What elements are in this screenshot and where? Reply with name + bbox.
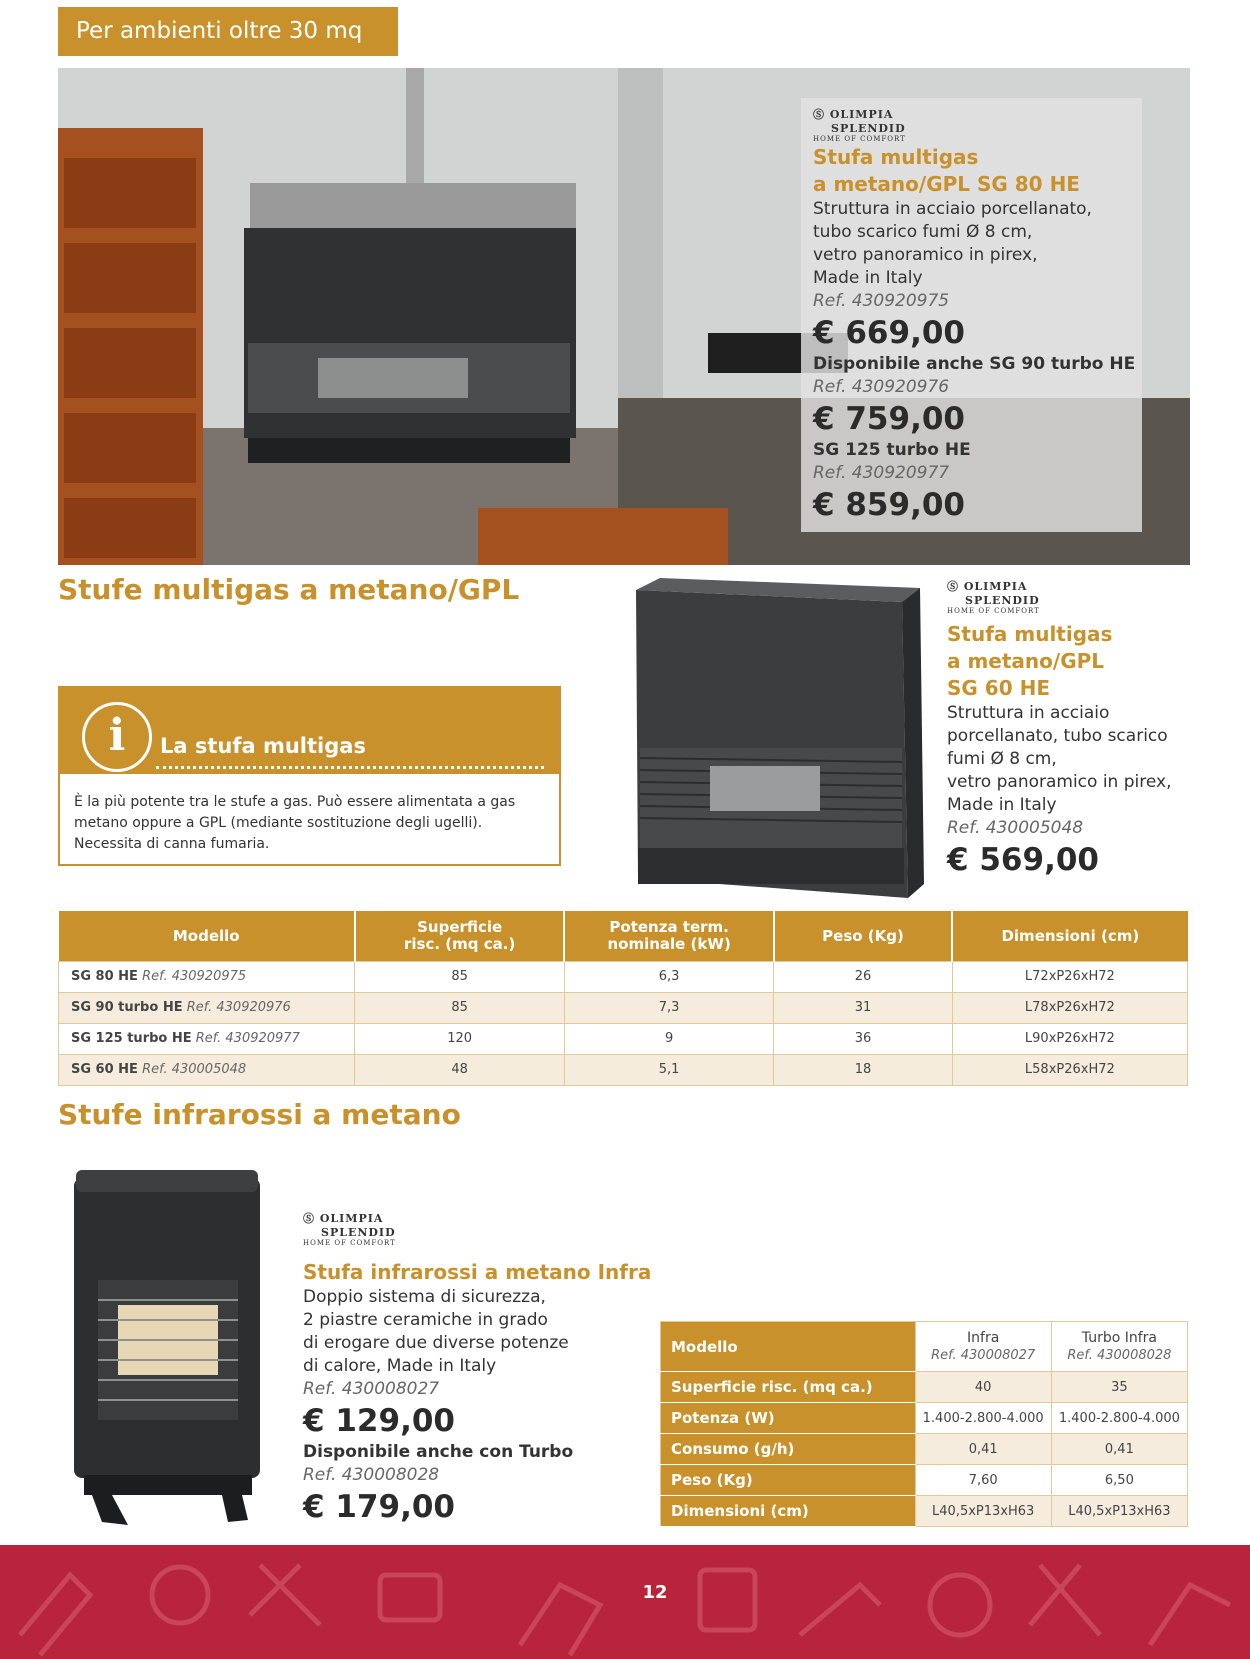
table-header: Modello	[661, 1322, 916, 1372]
table-header: Dimensioni (cm)	[952, 911, 1187, 961]
table-header: Potenza term. nominale (kW)	[564, 911, 773, 961]
brand-logo: Ⓢ OLIMPIA SPLENDID HOME OF COMFORT	[813, 108, 906, 143]
variant-ref: Ref. 430920976	[813, 377, 950, 397]
table-row: Potenza (W) 1.400-2.800-4.000 1.400-2.800-4.000	[661, 1403, 1188, 1434]
variant-ref: Ref. 430008028	[303, 1465, 440, 1485]
variant-price: € 859,00	[813, 487, 965, 523]
table-header: Infra Ref. 430008027	[915, 1322, 1051, 1372]
table-row: SG 125 turbo HE Ref. 430920977 120 9 36 L90xP26xH72	[59, 1023, 1188, 1054]
product-title: a metano/GPL	[947, 649, 1105, 673]
hero-product-panel	[801, 98, 1142, 532]
table-row: Superficie risc. (mq ca.) 40 35	[661, 1372, 1188, 1403]
info-box-text: È la più potente tra le stufe a gas. Può essere alimentata a gas metano oppure a GPL (mediante sostituzione degli ugelli). Necessita di canna fumaria.	[74, 794, 516, 852]
product-desc: di calore, Made in Italy	[303, 1356, 497, 1376]
product-desc: di erogare due diverse potenze	[303, 1333, 569, 1353]
product-title: a metano/GPL SG 80 HE	[813, 172, 1080, 196]
variant-price: € 759,00	[813, 401, 965, 437]
product-desc: Made in Italy	[813, 268, 923, 288]
info-box-title: La stufa multigas	[160, 734, 366, 758]
brand-swirl-icon: Ⓢ	[813, 108, 825, 121]
product-desc: vetro panoramico in pirex,	[813, 245, 1038, 265]
brand-swirl-icon: Ⓢ	[303, 1212, 315, 1225]
table-header: Turbo Infra Ref. 430008028	[1051, 1322, 1187, 1372]
table-header: Peso (Kg)	[774, 911, 952, 961]
product-desc: vetro panoramico in pirex,	[947, 772, 1172, 792]
section-title: Stufe multigas a metano/GPL	[58, 573, 520, 606]
table-row: SG 80 HE Ref. 430920975 85 6,3 26 L72xP26xH72	[59, 961, 1188, 992]
product-sg60-info	[947, 578, 1187, 880]
specs-table-multigas	[58, 911, 1188, 1086]
variant-label: SG 125 turbo HE	[813, 440, 971, 460]
table-row: Consumo (g/h) 0,41 0,41	[661, 1434, 1188, 1465]
brand-logo: Ⓢ OLIMPIA SPLENDID HOME OF COMFORT	[947, 580, 1040, 615]
product-desc: Struttura in acciaio	[947, 703, 1110, 723]
variant-label: Disponibile anche SG 90 turbo HE	[813, 354, 1136, 374]
product-title: Stufa multigas	[813, 145, 979, 169]
product-price: € 669,00	[813, 315, 965, 351]
info-box	[58, 686, 561, 866]
footer-band	[0, 1545, 1250, 1659]
specs-table-infra	[660, 1321, 1188, 1527]
divider	[156, 766, 544, 769]
product-desc: Doppio sistema di sicurezza,	[303, 1287, 546, 1307]
variant-ref: Ref. 430920977	[813, 463, 950, 483]
brand-logo: Ⓢ OLIMPIA SPLENDID HOME OF COMFORT	[303, 1212, 396, 1247]
product-price: € 569,00	[947, 842, 1099, 878]
product-desc: 2 piastre ceramiche in grado	[303, 1310, 548, 1330]
brand-swirl-icon: Ⓢ	[947, 580, 959, 593]
product-desc: porcellanato, tubo scarico	[947, 726, 1168, 746]
section-title: Stufe infrarossi a metano	[58, 1098, 461, 1131]
table-header: Modello	[59, 911, 355, 961]
table-row: SG 60 HE Ref. 430005048 48 5,1 18 L58xP26xH72	[59, 1054, 1188, 1085]
product-image-infra	[68, 1170, 268, 1530]
product-desc: fumi Ø 8 cm,	[947, 749, 1057, 769]
table-row: Dimensioni (cm) L40,5xP13xH63 L40,5xP13xH63	[661, 1496, 1188, 1527]
product-title: SG 60 HE	[947, 676, 1050, 700]
table-header: Superficie risc. (mq ca.)	[355, 911, 565, 961]
product-ref: Ref. 430005048	[947, 818, 1084, 838]
variant-label: Disponibile anche con Turbo	[303, 1442, 574, 1462]
variant-price: € 179,00	[303, 1489, 455, 1525]
product-price: € 129,00	[303, 1403, 455, 1439]
table-row: SG 90 turbo HE Ref. 430920976 85 7,3 31 L78xP26xH72	[59, 992, 1188, 1023]
product-desc: tubo scarico fumi Ø 8 cm,	[813, 222, 1033, 242]
table-row: Peso (Kg) 7,60 6,50	[661, 1465, 1188, 1496]
product-image-sg60	[630, 578, 930, 898]
product-title: Stufa infrarossi a metano Infra	[303, 1260, 652, 1284]
product-infra-info	[303, 1210, 663, 1527]
page-number: 12	[642, 1582, 668, 1603]
info-icon: i	[82, 702, 152, 772]
section-tab: Per ambienti oltre 30 mq	[58, 7, 398, 56]
product-desc: Made in Italy	[947, 795, 1057, 815]
product-desc: Struttura in acciaio porcellanato,	[813, 199, 1092, 219]
product-title: Stufa multigas	[947, 622, 1113, 646]
product-ref: Ref. 430008027	[303, 1379, 440, 1399]
product-ref: Ref. 430920975	[813, 291, 950, 311]
